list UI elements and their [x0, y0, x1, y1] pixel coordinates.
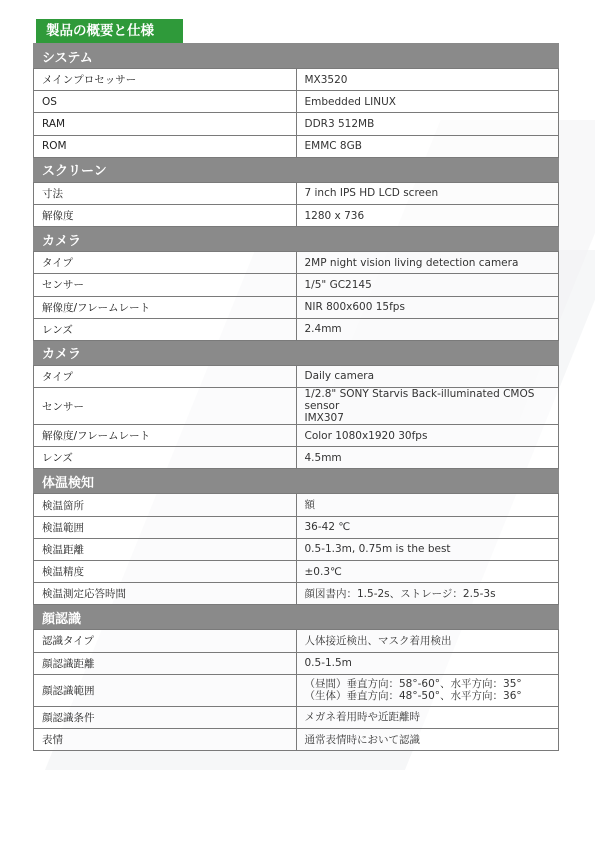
section-heading: スクリーン	[34, 157, 559, 182]
table-row	[34, 630, 559, 652]
spec-label: レンズ	[34, 318, 297, 340]
spec-value: Color 1080x1920 30fps	[296, 425, 559, 447]
spec-value: 4.5mm	[296, 447, 559, 469]
spec-value: 1/5" GC2145	[296, 274, 559, 296]
spec-label: 検温距離	[34, 538, 297, 560]
spec-value: 人体接近検出、マスク着用検出	[296, 630, 559, 652]
spec-value: 顔図書内：1.5-2s、ストレージ：2.5-3s	[296, 583, 559, 605]
table-row	[34, 652, 559, 674]
table-row	[34, 516, 559, 538]
table-row	[34, 318, 559, 340]
spec-value: MX3520	[296, 69, 559, 91]
spec-label: 表情	[34, 728, 297, 750]
spec-label: RAM	[34, 113, 297, 135]
section-heading: システム	[34, 44, 559, 69]
table-row	[34, 583, 559, 605]
spec-value: 2.4mm	[296, 318, 559, 340]
spec-table	[33, 43, 559, 751]
spec-label: タイプ	[34, 365, 297, 387]
section-header	[34, 157, 559, 182]
section-header	[34, 227, 559, 252]
table-row	[34, 674, 559, 706]
section-heading: カメラ	[34, 227, 559, 252]
spec-label: 検温箇所	[34, 494, 297, 516]
section-header	[34, 44, 559, 69]
spec-label: OS	[34, 91, 297, 113]
section-heading: カメラ	[34, 340, 559, 365]
spec-value: 0.5-1.5m	[296, 652, 559, 674]
spec-label: センサー	[34, 274, 297, 296]
page-title: 製品の概要と仕様	[36, 19, 183, 43]
spec-value: EMMC 8GB	[296, 135, 559, 157]
table-row	[34, 113, 559, 135]
table-row	[34, 706, 559, 728]
spec-label: 顔認識範囲	[34, 674, 297, 706]
table-row	[34, 182, 559, 204]
spec-value: ±0.3℃	[296, 561, 559, 583]
table-row	[34, 425, 559, 447]
table-row	[34, 728, 559, 750]
spec-label: メインプロセッサー	[34, 69, 297, 91]
spec-label: 寸法	[34, 182, 297, 204]
spec-value: 1/2.8" SONY Starvis Back-illuminated CMOS sensor IMX307	[296, 388, 559, 425]
section-header	[34, 469, 559, 494]
table-row	[34, 447, 559, 469]
section-heading: 顔認識	[34, 605, 559, 630]
section-header	[34, 340, 559, 365]
spec-label: 認識タイプ	[34, 630, 297, 652]
spec-value: Daily camera	[296, 365, 559, 387]
spec-value: 7 inch IPS HD LCD screen	[296, 182, 559, 204]
table-row	[34, 252, 559, 274]
spec-value: 2MP night vision living detection camera	[296, 252, 559, 274]
table-row	[34, 494, 559, 516]
spec-value: 1280 x 736	[296, 204, 559, 226]
table-row	[34, 204, 559, 226]
table-row	[34, 274, 559, 296]
table-row	[34, 91, 559, 113]
section-heading: 体温検知	[34, 469, 559, 494]
spec-label: 顔認識条件	[34, 706, 297, 728]
table-row	[34, 388, 559, 425]
spec-label: 検温精度	[34, 561, 297, 583]
spec-label: ROM	[34, 135, 297, 157]
spec-value: DDR3 512MB	[296, 113, 559, 135]
table-row	[34, 135, 559, 157]
table-row	[34, 69, 559, 91]
spec-value: メガネ着用時や近距離時	[296, 706, 559, 728]
spec-value: 通常表情時において認識	[296, 728, 559, 750]
spec-value: 額	[296, 494, 559, 516]
spec-value: 36-42 ℃	[296, 516, 559, 538]
spec-label: 解像度/フレームレート	[34, 296, 297, 318]
spec-label: 顔認識距離	[34, 652, 297, 674]
section-header	[34, 605, 559, 630]
spec-value: 0.5-1.3m, 0.75m is the best	[296, 538, 559, 560]
spec-value: Embedded LINUX	[296, 91, 559, 113]
table-row	[34, 365, 559, 387]
spec-label: 検温範囲	[34, 516, 297, 538]
spec-label: タイプ	[34, 252, 297, 274]
spec-value: NIR 800x600 15fps	[296, 296, 559, 318]
spec-label: 解像度	[34, 204, 297, 226]
table-row	[34, 561, 559, 583]
spec-label: センサー	[34, 388, 297, 425]
spec-label: 検温測定応答時間	[34, 583, 297, 605]
table-row	[34, 296, 559, 318]
spec-label: 解像度/フレームレート	[34, 425, 297, 447]
spec-value: （昼間）垂直方向：58°-60°、水平方向：35° （生体）垂直方向：48°-50°、水平方向：36°	[296, 674, 559, 706]
spec-label: レンズ	[34, 447, 297, 469]
table-row	[34, 538, 559, 560]
